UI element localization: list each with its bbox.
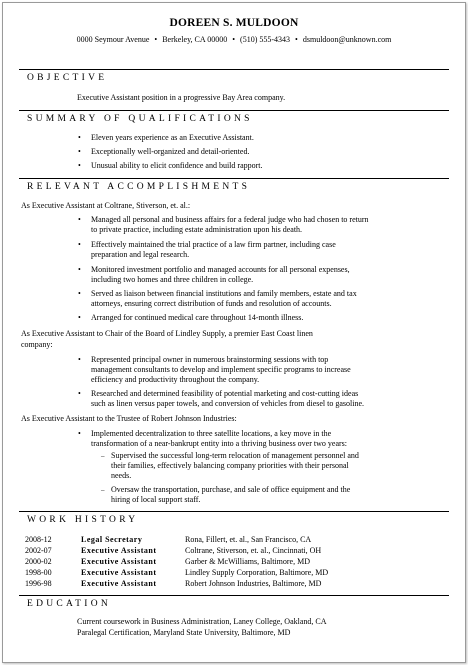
bullet-dot: • [78, 289, 81, 298]
address: 0000 Seymour Avenue [76, 35, 150, 44]
objective-text: Executive Assistant position in a progressive Bay Area company. [77, 93, 286, 102]
sub-bullet-marker: – [101, 452, 105, 460]
employer: Garber & McWilliams, Baltimore, MD [185, 557, 310, 566]
job-title: Executive Assistant [81, 579, 157, 588]
bullet-dot: • [78, 215, 81, 224]
accomplishment-subitem: – Oversaw the transportation, purchase, and sale of office equipment and the hiring of local support staff. [101, 485, 351, 504]
bullet-dot: • [78, 429, 81, 438]
bullet-dot: • [78, 389, 81, 398]
section-divider [19, 69, 449, 70]
job-title: Executive Assistant [81, 568, 157, 577]
role-heading: As Executive Assistant to the Trustee of Robert Johnson Industries: [21, 414, 237, 423]
accomplishment-item: • Served as liaison between financial institutions and family members, estate and tax attorneys, ensuring correct distribution of funds and resolution of accounts. [78, 289, 357, 308]
bullet-dot: • [78, 161, 81, 170]
bullet-dot: • [78, 133, 81, 142]
accomplishments-heading: RELEVANT ACCOMPLISHMENTS [27, 182, 251, 192]
qualification-item: • Unusual ability to elicit confidence and build rapport. [78, 161, 263, 170]
qualification-item: • Eleven years experience as an Executive Assistant. [78, 133, 254, 142]
section-divider [19, 595, 449, 596]
bullet-dot: • [78, 313, 81, 322]
accomplishment-item: • Arranged for continued medical care throughout 14-month illness. [78, 313, 304, 322]
sub-bullet-marker: – [101, 486, 105, 494]
role-heading: As Executive Assistant at Coltrane, Stiverson, et. al.: [21, 201, 191, 210]
section-divider [19, 178, 449, 179]
accomplishment-item: • Managed all personal and business affairs for a federal judge who had chosen to return to private practice, including estate administration upon his death. [78, 215, 369, 234]
objective-heading: OBJECTIVE [27, 73, 108, 83]
accomplishment-item: • Implemented decentralization to three satellite locations, a key move in the transformation of a near-bankrupt entity into a thriving business over two years: [78, 429, 347, 448]
employer: Robert Johnson Industries, Baltimore, MD [185, 579, 322, 588]
accomplishment-item: • Effectively maintained the trial practice of a law firm partner, including case preparation and legal research. [78, 240, 336, 259]
section-divider [19, 511, 449, 512]
employer: Lindley Supply Corporation, Baltimore, MD [185, 568, 329, 577]
education-line: Paralegal Certification, Maryland State University, Baltimore, MD [77, 628, 291, 637]
accomplishment-item: • Researched and determined feasibility of potential marketing and cost-cutting ideas such as linen versus paper towels, and conversion of vehicles from diesel to gasoline. [78, 389, 365, 408]
education-line: Current coursework in Business Administration, Laney College, Oakland, CA [77, 617, 327, 626]
resume-page [2, 2, 466, 663]
work-dates: 2002-07 [25, 546, 52, 555]
job-title: Legal Secretary [81, 535, 143, 544]
email: dsmuldoon@unknown.com [302, 35, 392, 44]
bullet-dot: • [78, 240, 81, 249]
bullet-dot: • [78, 147, 81, 156]
employer: Rona, Fillert, et. al., San Francisco, CA [185, 535, 312, 544]
city: Berkeley, CA 00000 [162, 35, 228, 44]
qualifications-heading: SUMMARY OF QUALIFICATIONS [27, 114, 253, 124]
contact-line [3, 35, 465, 44]
job-title: Executive Assistant [81, 546, 157, 555]
work-history-heading: WORK HISTORY [27, 515, 139, 525]
qualification-item: • Exceptionally well-organized and detail-oriented. [78, 147, 250, 156]
phone: (510) 555-4343 [240, 35, 291, 44]
accomplishment-item: • Monitored investment portfolio and managed accounts for all personal expenses, including two homes and three children in college. [78, 265, 350, 284]
bullet-dot: • [78, 265, 81, 274]
role-heading: As Executive Assistant to Chair of the Board of Lindley Supply, a premier East Coast linen [21, 329, 313, 338]
separator: • [295, 35, 298, 44]
separator: • [232, 35, 236, 44]
accomplishment-subitem: – Supervised the successful long-term relocation of management personnel and their families, effectively balancing company priorities with their personal needs. [101, 451, 359, 480]
education-heading: EDUCATION [27, 599, 112, 609]
job-title: Executive Assistant [81, 557, 157, 566]
separator: • [154, 35, 158, 44]
role-heading-continued: company: [21, 340, 53, 349]
bullet-dot: • [78, 355, 81, 364]
work-dates: 1996-98 [25, 579, 52, 588]
candidate-name: DOREEN S. MULDOON [169, 17, 299, 29]
work-dates: 2008-12 [25, 535, 52, 544]
work-dates: 2000-02 [25, 557, 52, 566]
accomplishment-item: • Represented principal owner in numerous brainstorming sessions with top management consultants to develop and implement specific programs to increase efficiency and productivity throughout the company. [78, 355, 351, 384]
employer: Coltrane, Stiverson, et. al., Cincinnati, OH [185, 546, 322, 555]
section-divider [19, 110, 449, 111]
work-dates: 1998-00 [25, 568, 52, 577]
